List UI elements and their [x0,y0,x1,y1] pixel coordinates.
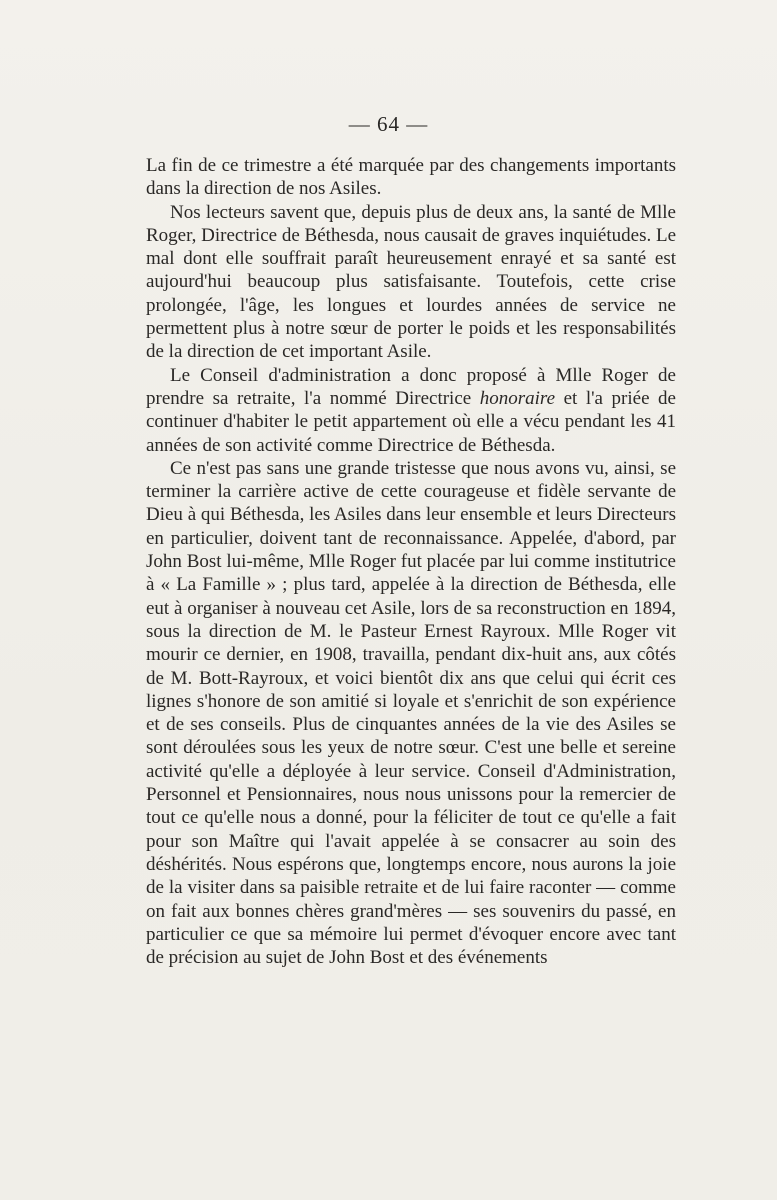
paragraph-text: Ce n'est pas sans une grande tristesse que nous avons vu, ainsi, se terminer la carrière active de cette courageuse et fidèle servante de Dieu à qui Béthesda, les Asiles dans leur ensemble et leurs Directeurs en particulier, doivent tant de reconnaissance. Appelée, d'abord, par John Bost lui-même, Mlle Roger fut placée par lui comme institutrice à « La Famille » ; plus tard, appelée à la direction de Béthesda, elle eut à organiser à nouveau cet Asile, lors de sa reconstruction en 1894, sous la direction de M. le Pasteur Ernest Rayroux. Mlle Roger vit mourir ce dernier, en 1908, travailla, pendant dix-huit ans, aux côtés de M. Bott-Rayroux, et voici bientôt dix ans que celui qui écrit ces lignes s'honore de son amitié si loyale et s'enrichit de son expérience et de ses conseils. Plus de cinquantes années de la vie des Asiles se sont déroulées sous les yeux de notre sœur. C'est une belle et sereine activité qu'elle a déployée à leur service. Conseil d'Administration, Personnel et Pensionnaires, nous nous unissons pour la remercier de tout ce qu'elle nous a donné, pour la féliciter de tout ce qu'elle a fait pour son Maître qui l'avait appelée à se consacrer au soin des déshérités. Nous espérons que, longtemps encore, nous aurons la joie de la visiter dans sa paisible retraite et de lui faire raconter — comme on fait aux bonnes chères grand'mères — ses souvenirs du passé, en particulier ce que sa mémoire lui permet d'évoquer encore avec tant de précision au sujet de John Bost et des événements [146,457,676,969]
paragraph [146,457,676,970]
paragraph [146,154,676,201]
paragraph-text: Le Conseil d'administration a donc proposé à Mlle Roger de prendre sa retraite, l'a nommé Directrice [146,364,676,409]
italic-text: honoraire [479,387,556,409]
paragraph-text: et l'a priée de continuer d'habiter le petit appartement où elle a vécu pendant les 41 années de son activité comme Directrice de Béthesda. [146,387,676,456]
paragraph [146,201,676,364]
page-number: — 64 — [348,112,429,136]
paragraph-text: Nos lecteurs savent que, depuis plus de deux ans, la santé de Mlle Roger, Directrice de Béthesda, nous causait de graves inquiétudes. Le mal dont elle souffrait paraît heureusement enrayé et sa santé est aujourd'hui beaucoup plus satisfaisante. Toutefois, cette crise prolongée, l'âge, les longues et lourdes années de service ne permettent plus à notre sœur de porter le poids et les responsabilités de la direction de cet important Asile. [146,201,676,363]
body-text [146,154,676,969]
paragraph [146,364,676,457]
paragraph-text: La fin de ce trimestre a été marquée par des changements importants dans la direction de nos Asiles. [146,155,676,200]
